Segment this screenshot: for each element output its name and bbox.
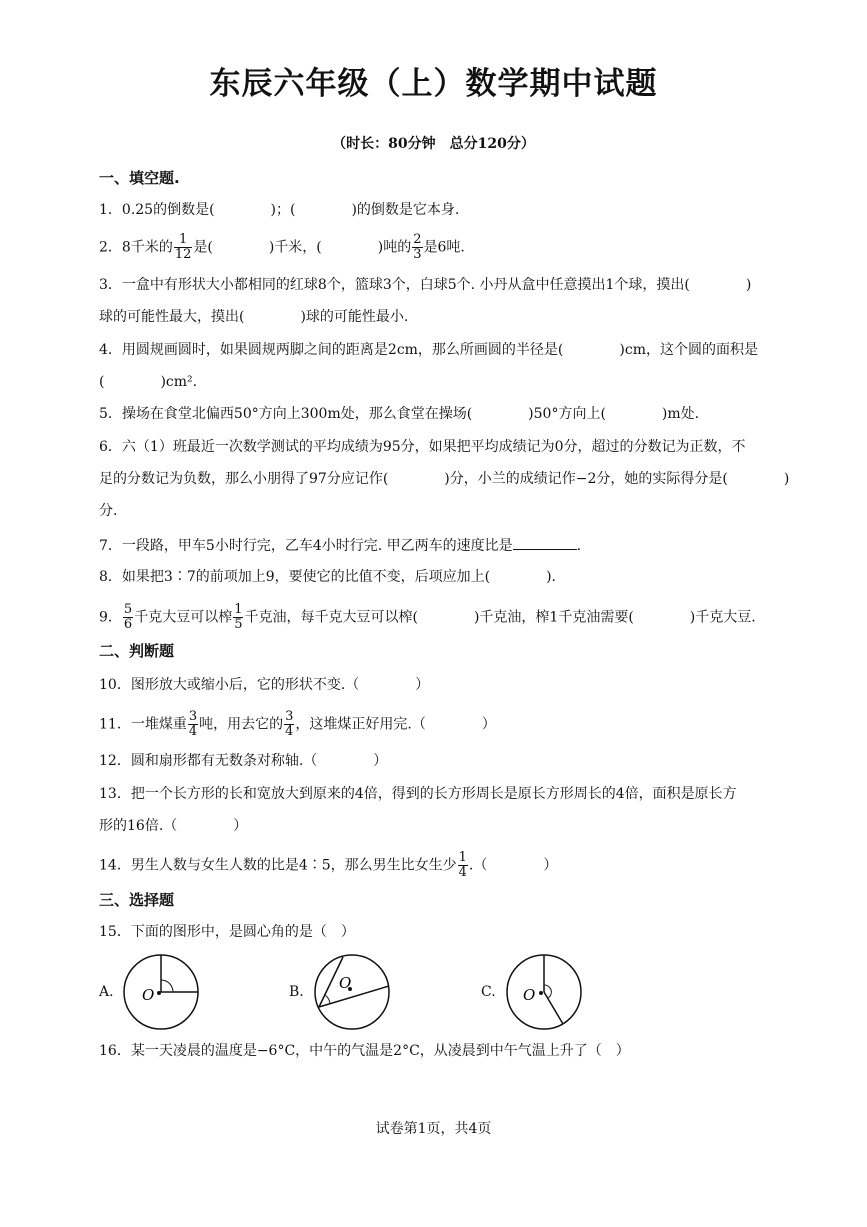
- page-title: 东辰六年级（上）数学期中试题: [209, 66, 658, 102]
- center-dot: [157, 991, 161, 995]
- option-c-label: C.: [481, 984, 496, 1000]
- numerator: 1: [458, 850, 467, 865]
- question-7: [99, 535, 581, 556]
- numerator: 3: [285, 709, 294, 724]
- question-3-line-1: 3．一盒中有形状大小都相同的红球8个，篮球3个，白球5个. 小丹从盒中任意摸出1个球，摸出( ): [99, 277, 752, 293]
- question-16: 16．某一天凌晨的温度是−6°C，中午的气温是2°C，从凌晨到中午气温上升了（ ）: [99, 1043, 630, 1059]
- numerator: 1: [174, 233, 193, 248]
- q7-text-b: .: [576, 538, 582, 554]
- option-c-circle-figure: [505, 953, 583, 1031]
- q2-text-c: 是6吨.: [423, 239, 465, 256]
- question-12: 12．圆和扇形都有无数条对称轴.（ ）: [99, 753, 388, 769]
- question-5: 5．操场在食堂北偏西50°方向上300m处，那么食堂在操场( )50°方向上( )m处.: [99, 406, 700, 422]
- center-dot: [539, 991, 543, 995]
- q7-text-a: 7．一段路，甲车5小时行完，乙车4小时行完. 甲乙两车的速度比是: [99, 538, 513, 554]
- page-footer: 试卷第1页，共4页: [375, 1121, 492, 1137]
- question-14: [99, 851, 557, 880]
- angle-arc: [544, 985, 551, 998]
- fraction: [233, 603, 243, 632]
- denominator: 4: [285, 724, 294, 739]
- question-2: [99, 233, 465, 262]
- section-heading-fill-in: 一、填空题.: [99, 169, 180, 187]
- option-b-circle-figure: [313, 953, 391, 1031]
- question-6-line-2: 足的分数记为负数，那么小朋得了97分应记作( )分，小兰的成绩记作−2分，她的实际得分是( ): [99, 471, 790, 487]
- center-label: O: [339, 974, 352, 992]
- q11-text-a: 11．一堆煤重: [99, 716, 187, 733]
- fraction: [458, 851, 468, 880]
- denominator: 3: [413, 247, 422, 262]
- question-4-line-2: ( )cm².: [99, 374, 198, 390]
- q9-text-b: 千克大豆可以榨: [134, 609, 233, 626]
- question-1: 1．0.25的倒数是( )；( )的倒数是它本身.: [99, 202, 460, 218]
- denominator: 4: [188, 724, 198, 739]
- denominator: 12: [174, 247, 192, 262]
- option-b-label: B.: [289, 984, 304, 1000]
- fraction: [123, 603, 133, 632]
- question-6-line-1: 6．六（1）班最近一次数学测试的平均成绩为95分，如果把平均成绩记为0分，超过的分数记为正数，不: [99, 439, 746, 455]
- question-3-line-2: 球的可能性最大，摸出( )球的可能性最小.: [99, 309, 409, 325]
- numerator: 5: [123, 602, 133, 617]
- question-4-line-1: 4．用圆规画圆时，如果圆规两脚之间的距离是2cm，那么所画圆的半径是( )cm，这个圆的面积是: [99, 342, 758, 358]
- numerator: 3: [188, 709, 198, 724]
- fraction: [284, 710, 294, 739]
- question-10: 10．图形放大或缩小后，它的形状不变.（ ）: [99, 677, 430, 693]
- q14-text-a: 14．男生人数与女生人数的比是4∶5，那么男生比女生少: [99, 857, 457, 874]
- option-a-label: A.: [99, 984, 114, 1000]
- section-heading-true-false: 二、判断题: [99, 642, 175, 660]
- q2-text-b: 是( )千米，( )吨的: [193, 239, 412, 256]
- q9-text-a: 9．: [99, 609, 122, 626]
- question-6-line-3: 分.: [99, 503, 118, 519]
- radius-line: [544, 992, 563, 1024]
- numerator: 2: [413, 232, 422, 247]
- fraction: [188, 710, 198, 739]
- q9-text-c: 千克油，每千克大豆可以榨( )千克油，榨1千克油需要( )千克大豆.: [244, 609, 756, 626]
- question-9: [99, 603, 756, 632]
- fraction: [174, 233, 193, 262]
- answer-blank: [513, 535, 577, 550]
- center-label: O: [142, 986, 155, 1004]
- question-13-line-1: 13．把一个长方形的长和宽放大到原来的4倍，得到的长方形周长是原长方形周长的4倍，面积是原长方: [99, 786, 737, 802]
- q14-text-b: .（ ）: [468, 857, 558, 874]
- q2-text-a: 2．8千米的: [99, 239, 173, 256]
- center-label: O: [523, 986, 536, 1004]
- question-8: 8．如果把3∶7的前项加上9，要使它的比值不变，后项应加上( ).: [99, 569, 557, 585]
- denominator: 6: [123, 617, 133, 632]
- numerator: 1: [234, 602, 243, 617]
- option-a-circle-figure: [122, 953, 200, 1031]
- angle-arc: [325, 995, 330, 1004]
- question-15: 15．下面的图形中，是圆心角的是（ ）: [99, 924, 355, 940]
- question-11: [99, 710, 496, 739]
- question-13-line-2: 形的16倍.（ ）: [99, 818, 248, 834]
- angle-arc: [161, 980, 173, 992]
- exam-info: （时长：80分钟 总分120分）: [332, 136, 535, 152]
- section-heading-multiple-choice: 三、选择题: [99, 891, 175, 909]
- q11-text-b: 吨，用去它的: [199, 716, 284, 733]
- fraction: [412, 233, 422, 262]
- q11-text-c: ，这堆煤正好用完.（ ）: [295, 716, 496, 733]
- denominator: 4: [458, 865, 467, 880]
- denominator: 5: [234, 617, 243, 632]
